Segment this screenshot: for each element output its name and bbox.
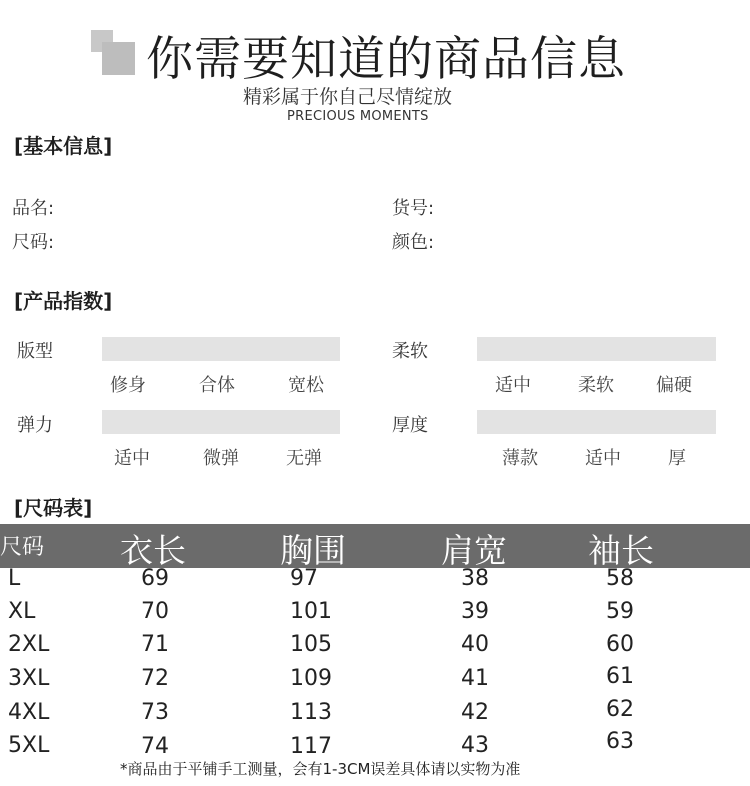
table-cell-length: 69: [141, 566, 169, 591]
field-label-name: 品名:: [12, 198, 55, 219]
table-cell-sleeve: 60: [606, 632, 634, 657]
table-cell-sleeve: 62: [606, 697, 634, 722]
table-cell-size: 5XL: [8, 733, 50, 758]
section-title-product-index: [产品指数]: [14, 289, 113, 313]
index-bar-elasticity: [102, 410, 340, 434]
table-cell-length: 72: [141, 666, 169, 691]
page-subtitle: 精彩属于你自己尽情绽放: [243, 86, 453, 108]
measurement-note: *商品由于平铺手工测量，会有1-3CM误差具体请以实物为准: [120, 760, 521, 778]
index-option-thickness-medium: 适中: [585, 448, 621, 469]
column-header-size: 尺码: [0, 535, 45, 560]
index-label-softness: 柔软: [392, 341, 428, 362]
table-cell-chest: 117: [290, 734, 332, 759]
index-option-elasticity-none: 无弹: [286, 448, 322, 469]
column-header-shoulder: 肩宽: [441, 531, 507, 570]
index-option-fit-slim: 修身: [110, 375, 146, 396]
table-cell-size: XL: [8, 599, 36, 624]
logo-square-front: [102, 42, 135, 75]
page-tagline: PRECIOUS MOMENTS: [287, 109, 429, 124]
index-bar-thickness: [477, 410, 716, 434]
table-cell-chest: 113: [290, 700, 332, 725]
index-option-elasticity-medium: 适中: [114, 448, 150, 469]
index-option-elasticity-slight: 微弹: [203, 448, 239, 469]
field-label-color: 颜色:: [392, 232, 435, 253]
index-option-softness-stiff: 偏硬: [656, 375, 692, 396]
table-cell-shoulder: 42: [461, 700, 489, 725]
table-cell-size: L: [8, 566, 21, 591]
table-cell-length: 70: [141, 599, 169, 624]
table-cell-chest: 101: [290, 599, 332, 624]
table-cell-length: 71: [141, 632, 169, 657]
table-cell-shoulder: 38: [461, 566, 489, 591]
column-header-chest: 胸围: [280, 531, 346, 570]
table-cell-sleeve: 63: [606, 729, 634, 754]
index-option-fit-regular: 合体: [199, 375, 235, 396]
field-label-size: 尺码:: [12, 232, 55, 253]
index-option-softness-soft: 柔软: [578, 375, 614, 396]
index-option-softness-medium: 适中: [495, 375, 531, 396]
table-cell-shoulder: 43: [461, 733, 489, 758]
table-cell-size: 2XL: [8, 632, 50, 657]
index-bar-fit: [102, 337, 340, 361]
table-cell-sleeve: 58: [606, 566, 634, 591]
index-bar-softness: [477, 337, 716, 361]
table-cell-shoulder: 40: [461, 632, 489, 657]
table-cell-shoulder: 39: [461, 599, 489, 624]
index-label-elasticity: 弹力: [17, 415, 53, 436]
index-label-thickness: 厚度: [392, 415, 428, 436]
table-cell-sleeve: 61: [606, 664, 634, 689]
table-cell-chest: 105: [290, 632, 332, 657]
section-title-size-chart: [尺码表]: [14, 496, 93, 520]
column-header-length: 衣长: [120, 531, 186, 570]
table-cell-size: 4XL: [8, 700, 50, 725]
table-cell-chest: 109: [290, 666, 332, 691]
table-cell-length: 74: [141, 734, 169, 759]
index-option-fit-loose: 宽松: [288, 375, 324, 396]
section-title-basic-info: [基本信息]: [14, 134, 113, 158]
column-header-sleeve: 袖长: [588, 531, 654, 570]
field-label-item-number: 货号:: [392, 198, 435, 219]
index-option-thickness-thick: 厚: [668, 448, 686, 469]
index-option-thickness-thin: 薄款: [502, 448, 538, 469]
table-cell-chest: 97: [290, 566, 318, 591]
index-label-fit: 版型: [17, 341, 53, 362]
page-title: 你需要知道的商品信息: [146, 32, 626, 87]
table-cell-shoulder: 41: [461, 666, 489, 691]
table-cell-sleeve: 59: [606, 599, 634, 624]
table-cell-size: 3XL: [8, 666, 50, 691]
table-cell-length: 73: [141, 700, 169, 725]
